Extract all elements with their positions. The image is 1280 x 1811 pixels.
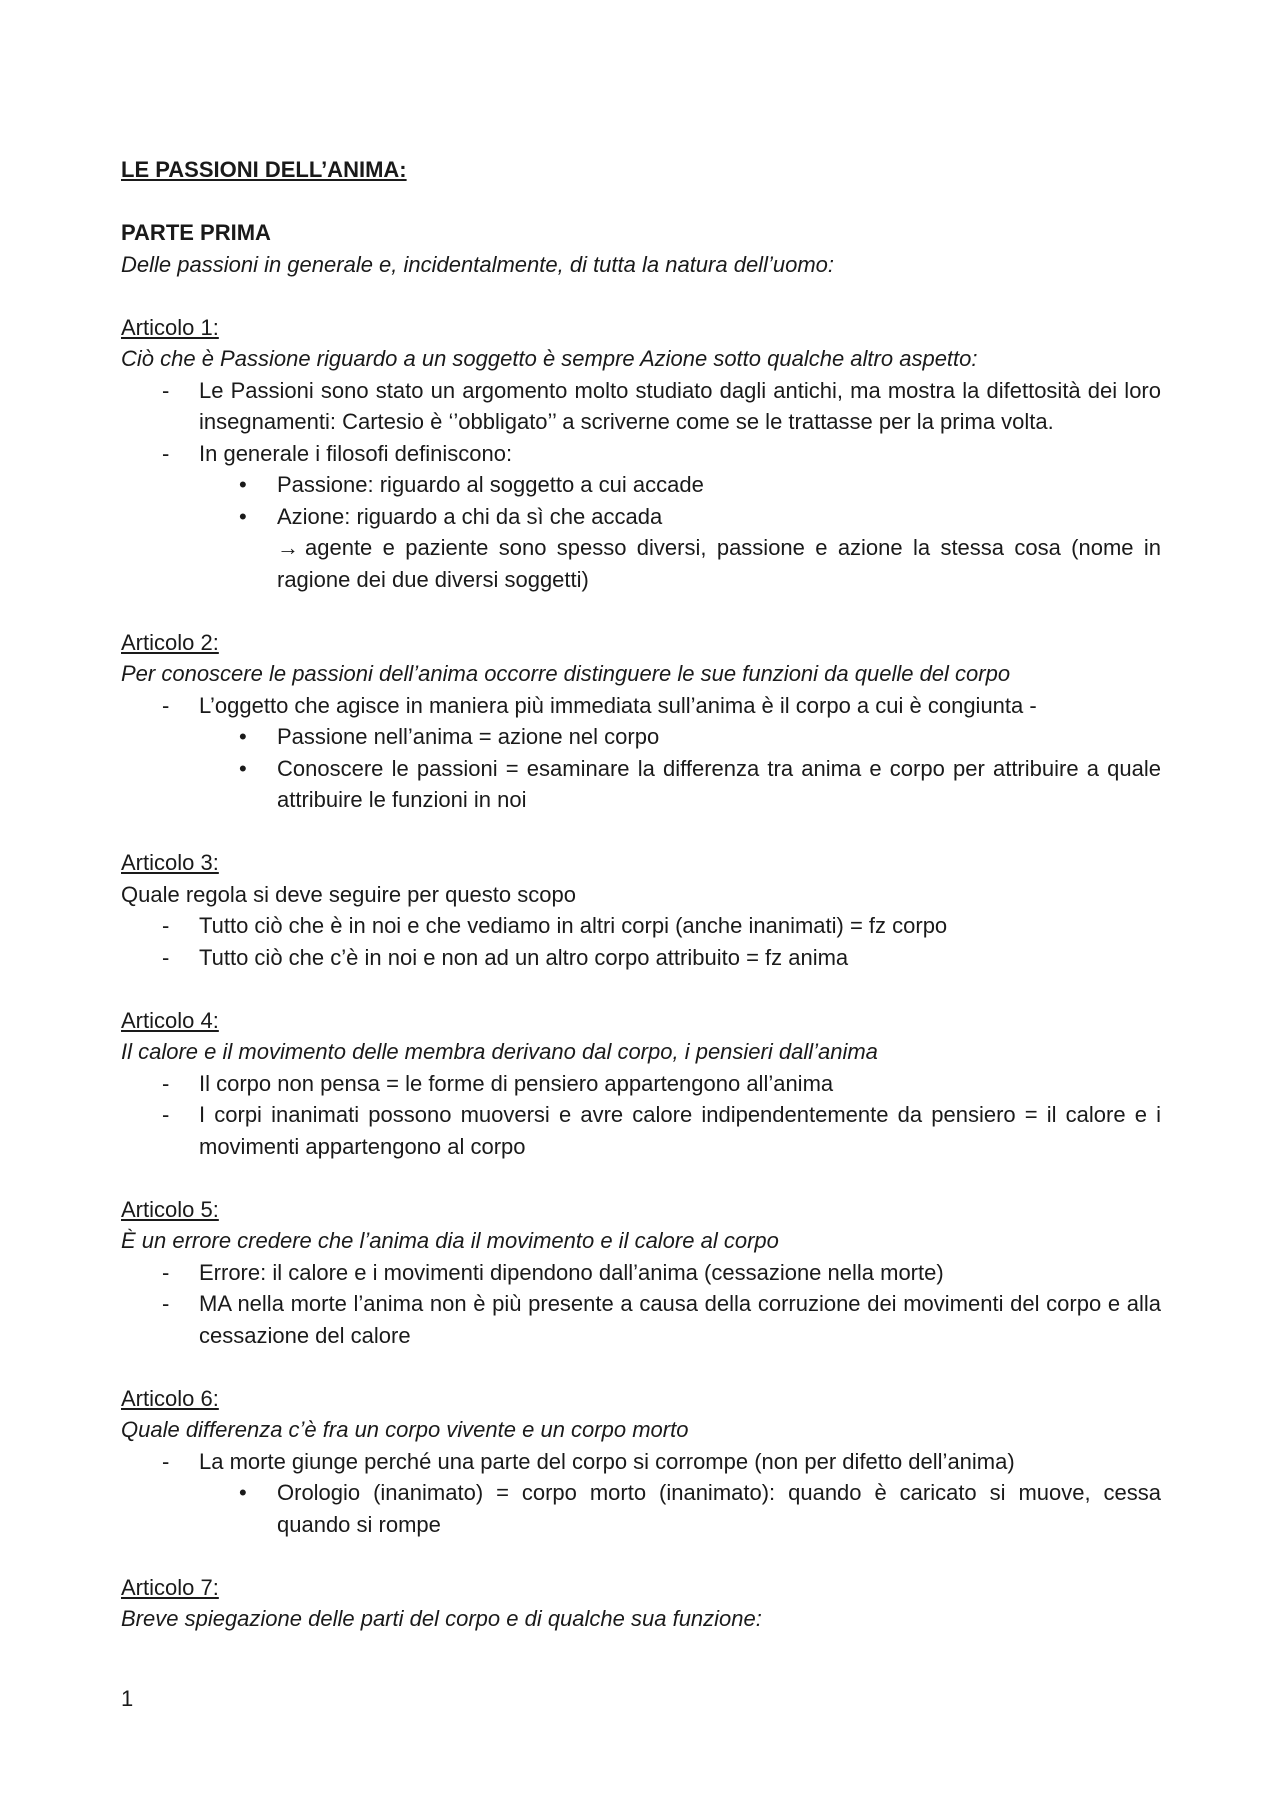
dash-item-text: In generale i filosofi definiscono: bbox=[199, 440, 513, 466]
dash-item: - Tutto ciò che è in noi e che vediamo in altri corpi (anche inanimati) = fz corpo bbox=[199, 910, 1161, 942]
bullet-list bbox=[199, 469, 1161, 532]
article-heading: Articolo 5: bbox=[121, 1196, 219, 1222]
dash-item: - Tutto ciò che c’è in noi e non ad un altro corpo attribuito = fz anima bbox=[199, 942, 1161, 974]
part-subtitle: Delle passioni in generale e, incidentalmente, di tutta la natura dell’uomo: bbox=[121, 251, 834, 277]
part-title: PARTE PRIMA bbox=[121, 220, 271, 245]
bullet-item: • Azione: riguardo a chi da sì che accada bbox=[277, 501, 1161, 533]
right-arrow-icon: → bbox=[277, 535, 299, 560]
dash-list bbox=[121, 375, 1161, 596]
dash-item-text: La morte giunge perché una parte del corpo si corrompe (non per difetto dell’anima) bbox=[199, 1448, 1015, 1474]
article-2 bbox=[121, 627, 1161, 816]
bullet-item: • Orologio (inanimato) = corpo morto (inanimato): quando è caricato si muove, cessa quando si rompe bbox=[277, 1477, 1161, 1540]
arrow-note bbox=[199, 532, 1161, 595]
dash-list bbox=[121, 1068, 1161, 1163]
dash-item bbox=[199, 1446, 1161, 1541]
article-3 bbox=[121, 847, 1161, 973]
dash-item: - I corpi inanimati possono muoversi e avre calore indipendentemente da pensiero = il calore e i movimenti appartengono al corpo bbox=[199, 1099, 1161, 1162]
bullet-list bbox=[199, 1477, 1161, 1540]
dash-list bbox=[121, 910, 1161, 973]
article-heading: Articolo 2: bbox=[121, 629, 219, 655]
article-subtitle: Per conoscere le passioni dell’anima occorre distinguere le sue funzioni da quelle del corpo bbox=[121, 661, 1011, 686]
dash-item bbox=[199, 438, 1161, 596]
bullet-item: • Passione nell’anima = azione nel corpo bbox=[277, 721, 1161, 753]
article-4 bbox=[121, 1005, 1161, 1163]
dash-item: - Errore: il calore e i movimenti dipendono dall’anima (cessazione nella morte) bbox=[199, 1257, 1161, 1289]
article-subtitle: Breve spiegazione delle parti del corpo e di qualche sua funzione: bbox=[121, 1606, 762, 1631]
article-5 bbox=[121, 1194, 1161, 1352]
article-heading: Articolo 4: bbox=[121, 1007, 219, 1033]
dash-item: - Il corpo non pensa = le forme di pensiero appartengono all’anima bbox=[199, 1068, 1161, 1100]
page-number: 1 bbox=[121, 1686, 134, 1711]
article-6 bbox=[121, 1383, 1161, 1541]
dash-item-text: L’oggetto che agisce in maniera più immediata sull’anima è il corpo a cui è congiunta - bbox=[199, 692, 1037, 718]
article-subtitle: Quale differenza c’è fra un corpo vivente e un corpo morto bbox=[121, 1417, 689, 1442]
arrow-note-text: agente e paziente sono spesso diversi, passione e azione la stessa cosa (nome in ragione dei due diversi soggetti) bbox=[277, 535, 1161, 592]
article-heading: Articolo 1: bbox=[121, 314, 219, 340]
article-subtitle: Il calore e il movimento delle membra derivano dal corpo, i pensieri dall’anima bbox=[121, 1039, 878, 1064]
dash-item: - Le Passioni sono stato un argomento molto studiato dagli antichi, ma mostra la difettosità dei loro insegnamenti: Cartesio è ‘’obbligato’’ a scriverne come se le trattasse per la prima volta. bbox=[199, 375, 1161, 438]
article-subtitle: Quale regola si deve seguire per questo scopo bbox=[121, 881, 576, 907]
dash-item: - MA nella morte l’anima non è più presente a causa della corruzione dei movimenti del corpo e alla cessazione del calore bbox=[199, 1288, 1161, 1351]
article-heading: Articolo 3: bbox=[121, 850, 219, 875]
dash-list bbox=[121, 1257, 1161, 1352]
article-heading: Articolo 6: bbox=[121, 1385, 219, 1411]
bullet-list bbox=[199, 721, 1161, 816]
article-heading: Articolo 7: bbox=[121, 1574, 219, 1600]
bullet-item: • Conoscere le passioni = esaminare la differenza tra anima e corpo per attribuire a quale attribuire le funzioni in noi bbox=[277, 753, 1161, 816]
bullet-item: • Passione: riguardo al soggetto a cui accade bbox=[277, 469, 1161, 501]
document-title: LE PASSIONI DELL’ANIMA: bbox=[121, 157, 407, 182]
dash-list bbox=[121, 1446, 1161, 1541]
article-7 bbox=[121, 1572, 1161, 1635]
document-body bbox=[121, 154, 1161, 1635]
article-subtitle: È un errore credere che l’anima dia il movimento e il calore al corpo bbox=[121, 1228, 779, 1253]
dash-item bbox=[199, 690, 1161, 816]
article-subtitle: Ciò che è Passione riguardo a un soggetto è sempre Azione sotto qualche altro aspetto: bbox=[121, 346, 978, 371]
dash-list bbox=[121, 690, 1161, 816]
article-1 bbox=[121, 312, 1161, 596]
